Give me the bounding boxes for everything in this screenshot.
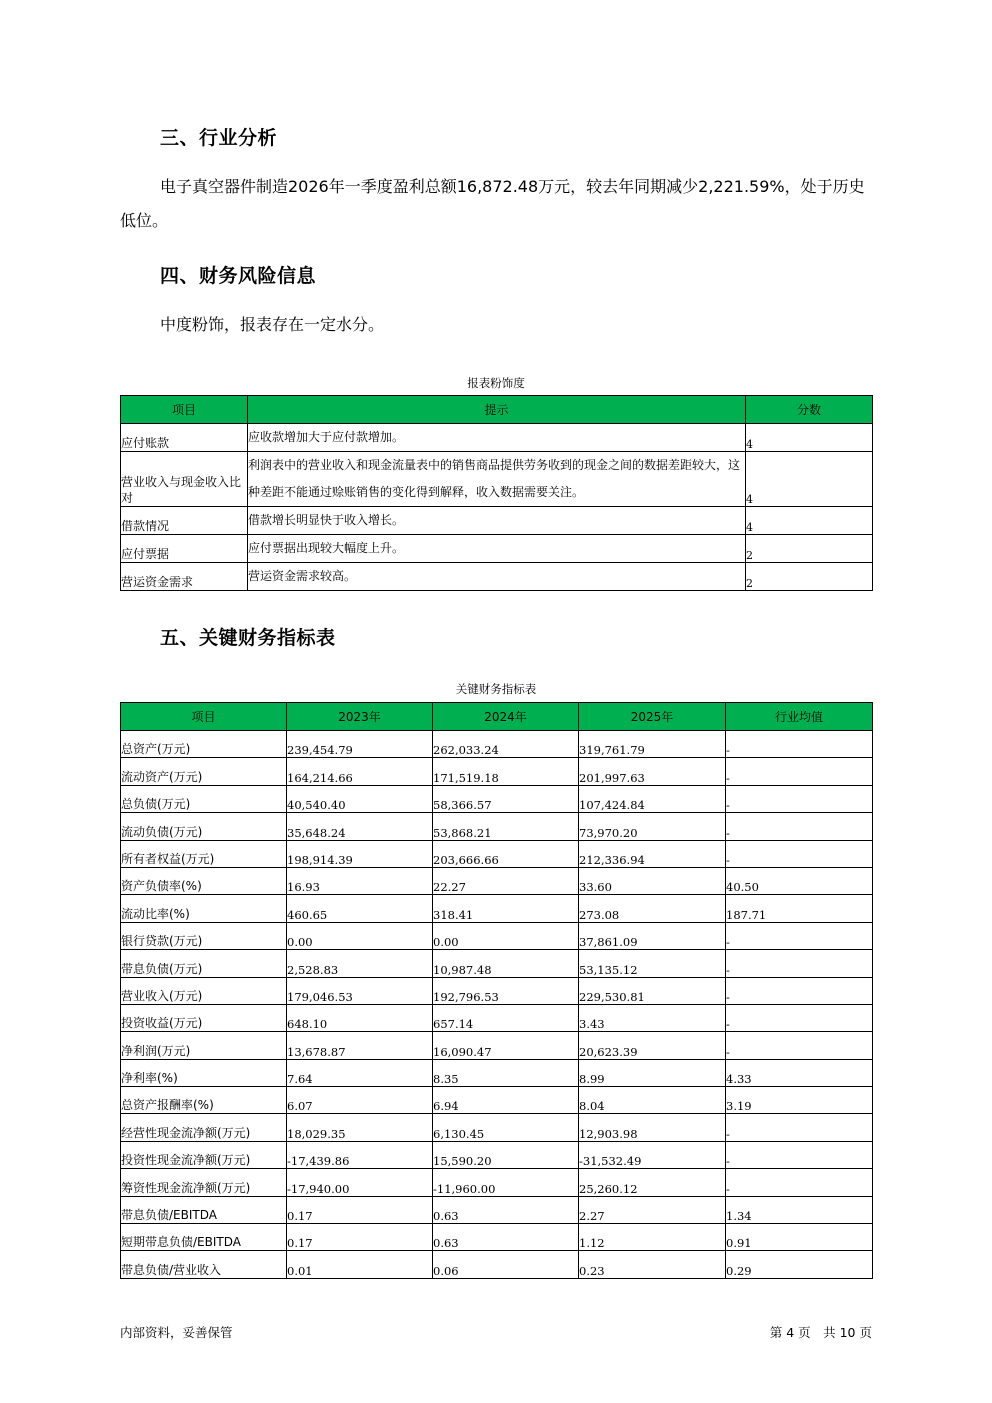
kpi-cell-2024: 0.63 bbox=[433, 1196, 579, 1223]
risk-cell-score: 2 bbox=[746, 535, 873, 563]
kpi-cell-2023: 7.64 bbox=[287, 1059, 433, 1086]
kpi-cell-item: 流动资产(万元) bbox=[121, 758, 287, 785]
risk-table bbox=[120, 395, 873, 591]
kpi-cell-industry-avg: - bbox=[726, 840, 873, 867]
kpi-table-header bbox=[121, 703, 873, 731]
footer-left: 内部资料，妥善保管 bbox=[120, 1325, 233, 1340]
risk-cell-hint: 应付票据出现较大幅度上升。 bbox=[248, 535, 746, 563]
kpi-cell-industry-avg: - bbox=[726, 1004, 873, 1031]
kpi-cell-2025: 107,424.84 bbox=[579, 785, 726, 812]
kpi-cell-2023: 2,528.83 bbox=[287, 950, 433, 977]
table-row bbox=[121, 922, 873, 949]
kpi-cell-2024: 10,987.48 bbox=[433, 950, 579, 977]
risk-header-hint: 提示 bbox=[248, 396, 746, 424]
section4-paragraph: 中度粉饰，报表存在一定水分。 bbox=[160, 315, 385, 334]
kpi-cell-item: 流动负债(万元) bbox=[121, 813, 287, 840]
risk-cell-hint: 应收款增加大于应付款增加。 bbox=[248, 424, 746, 452]
kpi-header-industry-avg: 行业均值 bbox=[726, 703, 873, 731]
kpi-cell-item: 投资收益(万元) bbox=[121, 1004, 287, 1031]
table-row bbox=[121, 1004, 873, 1031]
kpi-cell-industry-avg: 40.50 bbox=[726, 867, 873, 894]
table-row bbox=[121, 840, 873, 867]
table-row bbox=[121, 731, 873, 758]
kpi-cell-2025: 20,623.39 bbox=[579, 1032, 726, 1059]
risk-table-caption: 报表粉饰度 bbox=[467, 376, 525, 390]
kpi-cell-industry-avg: - bbox=[726, 1169, 873, 1196]
kpi-cell-2025: 73,970.20 bbox=[579, 813, 726, 840]
table-row bbox=[121, 1169, 873, 1196]
kpi-cell-industry-avg: - bbox=[726, 813, 873, 840]
section3-paragraph: 电子真空器件制造2026年一季度盈利总额16,872.48万元，较去年同期减少2,221.59%，处于历史低位。 bbox=[120, 177, 865, 230]
kpi-cell-2025: 12,903.98 bbox=[579, 1114, 726, 1141]
kpi-cell-2025: 273.08 bbox=[579, 895, 726, 922]
section3-heading: 三、行业分析 bbox=[160, 127, 278, 149]
kpi-cell-2025: 1.12 bbox=[579, 1224, 726, 1251]
table-row bbox=[121, 535, 873, 563]
table-row bbox=[121, 1251, 873, 1278]
table-row bbox=[121, 1114, 873, 1141]
kpi-cell-item: 资产负债率(%) bbox=[121, 867, 287, 894]
kpi-cell-2024: 0.06 bbox=[433, 1251, 579, 1278]
kpi-header-item: 项目 bbox=[121, 703, 287, 731]
risk-cell-item: 应付票据 bbox=[121, 535, 248, 563]
kpi-cell-item: 所有者权益(万元) bbox=[121, 840, 287, 867]
risk-cell-score: 4 bbox=[746, 507, 873, 535]
kpi-cell-2023: 648.10 bbox=[287, 1004, 433, 1031]
kpi-cell-industry-avg: 0.91 bbox=[726, 1224, 873, 1251]
kpi-cell-2023: -17,940.00 bbox=[287, 1169, 433, 1196]
table-row bbox=[121, 452, 873, 507]
table-row bbox=[121, 1059, 873, 1086]
kpi-cell-2024: 318.41 bbox=[433, 895, 579, 922]
table-row bbox=[121, 424, 873, 452]
table-row bbox=[121, 1087, 873, 1114]
kpi-cell-item: 净利润(万元) bbox=[121, 1032, 287, 1059]
kpi-cell-item: 带息负债(万元) bbox=[121, 950, 287, 977]
table-row bbox=[121, 507, 873, 535]
kpi-cell-2024: -11,960.00 bbox=[433, 1169, 579, 1196]
kpi-cell-item: 净利率(%) bbox=[121, 1059, 287, 1086]
kpi-cell-2024: 22.27 bbox=[433, 867, 579, 894]
risk-header-item: 项目 bbox=[121, 396, 248, 424]
kpi-cell-2025: 0.23 bbox=[579, 1251, 726, 1278]
table-row bbox=[121, 950, 873, 977]
kpi-cell-2023: 0.01 bbox=[287, 1251, 433, 1278]
kpi-cell-2023: 239,454.79 bbox=[287, 731, 433, 758]
kpi-cell-item: 营业收入(万元) bbox=[121, 977, 287, 1004]
kpi-cell-industry-avg: - bbox=[726, 922, 873, 949]
risk-cell-hint: 借款增长明显快于收入增长。 bbox=[248, 507, 746, 535]
kpi-cell-2025: 201,997.63 bbox=[579, 758, 726, 785]
kpi-cell-2023: 0.00 bbox=[287, 922, 433, 949]
kpi-cell-2023: 18,029.35 bbox=[287, 1114, 433, 1141]
kpi-cell-item: 总资产报酬率(%) bbox=[121, 1087, 287, 1114]
table-row bbox=[121, 895, 873, 922]
kpi-cell-2025: 3.43 bbox=[579, 1004, 726, 1031]
kpi-cell-industry-avg: - bbox=[726, 785, 873, 812]
kpi-cell-2024: 657.14 bbox=[433, 1004, 579, 1031]
kpi-cell-2024: 203,666.66 bbox=[433, 840, 579, 867]
kpi-cell-2025: -31,532.49 bbox=[579, 1141, 726, 1168]
kpi-cell-2023: 198,914.39 bbox=[287, 840, 433, 867]
kpi-cell-2025: 37,861.09 bbox=[579, 922, 726, 949]
kpi-cell-item: 流动比率(%) bbox=[121, 895, 287, 922]
risk-cell-score: 4 bbox=[746, 424, 873, 452]
table-row bbox=[121, 785, 873, 812]
kpi-cell-2024: 0.63 bbox=[433, 1224, 579, 1251]
kpi-cell-item: 总资产(万元) bbox=[121, 731, 287, 758]
table-row bbox=[121, 563, 873, 591]
kpi-cell-industry-avg: - bbox=[726, 1032, 873, 1059]
kpi-cell-item: 带息负债/营业收入 bbox=[121, 1251, 287, 1278]
kpi-cell-2023: 16.93 bbox=[287, 867, 433, 894]
kpi-table-caption: 关键财务指标表 bbox=[455, 682, 537, 696]
table-row bbox=[121, 867, 873, 894]
table-row bbox=[121, 1032, 873, 1059]
kpi-cell-2024: 0.00 bbox=[433, 922, 579, 949]
kpi-cell-2025: 8.04 bbox=[579, 1087, 726, 1114]
table-row bbox=[121, 1224, 873, 1251]
table-row bbox=[121, 813, 873, 840]
risk-header-score: 分数 bbox=[746, 396, 873, 424]
kpi-cell-2025: 8.99 bbox=[579, 1059, 726, 1086]
risk-cell-hint: 利润表中的营业收入和现金流量表中的销售商品提供劳务收到的现金之间的数据差距较大，这种差距不能通过赊账销售的变化得到解释，收入数据需要关注。 bbox=[248, 452, 746, 507]
kpi-cell-item: 短期带息负债/EBITDA bbox=[121, 1224, 287, 1251]
kpi-cell-2024: 8.35 bbox=[433, 1059, 579, 1086]
kpi-cell-2025: 212,336.94 bbox=[579, 840, 726, 867]
kpi-cell-2023: 0.17 bbox=[287, 1196, 433, 1223]
kpi-cell-2024: 6,130.45 bbox=[433, 1114, 579, 1141]
kpi-cell-industry-avg: - bbox=[726, 1114, 873, 1141]
risk-cell-item: 营业收入与现金收入比对 bbox=[121, 452, 248, 507]
kpi-cell-item: 银行贷款(万元) bbox=[121, 922, 287, 949]
kpi-cell-2023: 460.65 bbox=[287, 895, 433, 922]
kpi-cell-2025: 319,761.79 bbox=[579, 731, 726, 758]
kpi-cell-2023: 6.07 bbox=[287, 1087, 433, 1114]
kpi-table bbox=[120, 702, 873, 1279]
table-row bbox=[121, 758, 873, 785]
kpi-cell-item: 经营性现金流净额(万元) bbox=[121, 1114, 287, 1141]
kpi-cell-industry-avg: 1.34 bbox=[726, 1196, 873, 1223]
kpi-header-2025: 2025年 bbox=[579, 703, 726, 731]
kpi-header-2024: 2024年 bbox=[433, 703, 579, 731]
kpi-cell-industry-avg: - bbox=[726, 950, 873, 977]
table-row bbox=[121, 977, 873, 1004]
kpi-cell-2025: 25,260.12 bbox=[579, 1169, 726, 1196]
risk-cell-score: 2 bbox=[746, 563, 873, 591]
kpi-cell-item: 投资性现金流净额(万元) bbox=[121, 1141, 287, 1168]
table-row bbox=[121, 1141, 873, 1168]
kpi-cell-2023: 35,648.24 bbox=[287, 813, 433, 840]
kpi-cell-item: 总负债(万元) bbox=[121, 785, 287, 812]
kpi-cell-industry-avg: 3.19 bbox=[726, 1087, 873, 1114]
section4-heading: 四、财务风险信息 bbox=[160, 265, 317, 287]
kpi-cell-2024: 6.94 bbox=[433, 1087, 579, 1114]
kpi-cell-2025: 33.60 bbox=[579, 867, 726, 894]
risk-table-header bbox=[121, 396, 873, 424]
kpi-cell-industry-avg: 4.33 bbox=[726, 1059, 873, 1086]
kpi-cell-2023: 40,540.40 bbox=[287, 785, 433, 812]
kpi-cell-industry-avg: - bbox=[726, 731, 873, 758]
kpi-cell-2023: 164,214.66 bbox=[287, 758, 433, 785]
kpi-cell-2025: 53,135.12 bbox=[579, 950, 726, 977]
kpi-cell-2024: 192,796.53 bbox=[433, 977, 579, 1004]
kpi-cell-item: 带息负债/EBITDA bbox=[121, 1196, 287, 1223]
kpi-cell-item: 筹资性现金流净额(万元) bbox=[121, 1169, 287, 1196]
kpi-cell-industry-avg: 0.29 bbox=[726, 1251, 873, 1278]
risk-cell-hint: 营运资金需求较高。 bbox=[248, 563, 746, 591]
kpi-cell-2023: 0.17 bbox=[287, 1224, 433, 1251]
kpi-cell-industry-avg: - bbox=[726, 1141, 873, 1168]
kpi-cell-2023: -17,439.86 bbox=[287, 1141, 433, 1168]
risk-cell-item: 营运资金需求 bbox=[121, 563, 248, 591]
kpi-cell-2025: 2.27 bbox=[579, 1196, 726, 1223]
kpi-header-2023: 2023年 bbox=[287, 703, 433, 731]
kpi-cell-industry-avg: - bbox=[726, 758, 873, 785]
section5-heading: 五、关键财务指标表 bbox=[160, 627, 336, 649]
footer-page-number: 第 4 页 共 10 页 bbox=[769, 1325, 872, 1340]
kpi-cell-2023: 179,046.53 bbox=[287, 977, 433, 1004]
kpi-cell-2024: 53,868.21 bbox=[433, 813, 579, 840]
kpi-cell-industry-avg: - bbox=[726, 977, 873, 1004]
kpi-cell-2024: 16,090.47 bbox=[433, 1032, 579, 1059]
kpi-cell-2024: 15,590.20 bbox=[433, 1141, 579, 1168]
risk-cell-item: 借款情况 bbox=[121, 507, 248, 535]
kpi-cell-2025: 229,530.81 bbox=[579, 977, 726, 1004]
kpi-cell-industry-avg: 187.71 bbox=[726, 895, 873, 922]
table-row bbox=[121, 1196, 873, 1223]
kpi-cell-2024: 58,366.57 bbox=[433, 785, 579, 812]
kpi-cell-2024: 262,033.24 bbox=[433, 731, 579, 758]
kpi-cell-2023: 13,678.87 bbox=[287, 1032, 433, 1059]
risk-cell-score: 4 bbox=[746, 452, 873, 507]
risk-cell-item: 应付账款 bbox=[121, 424, 248, 452]
kpi-cell-2024: 171,519.18 bbox=[433, 758, 579, 785]
